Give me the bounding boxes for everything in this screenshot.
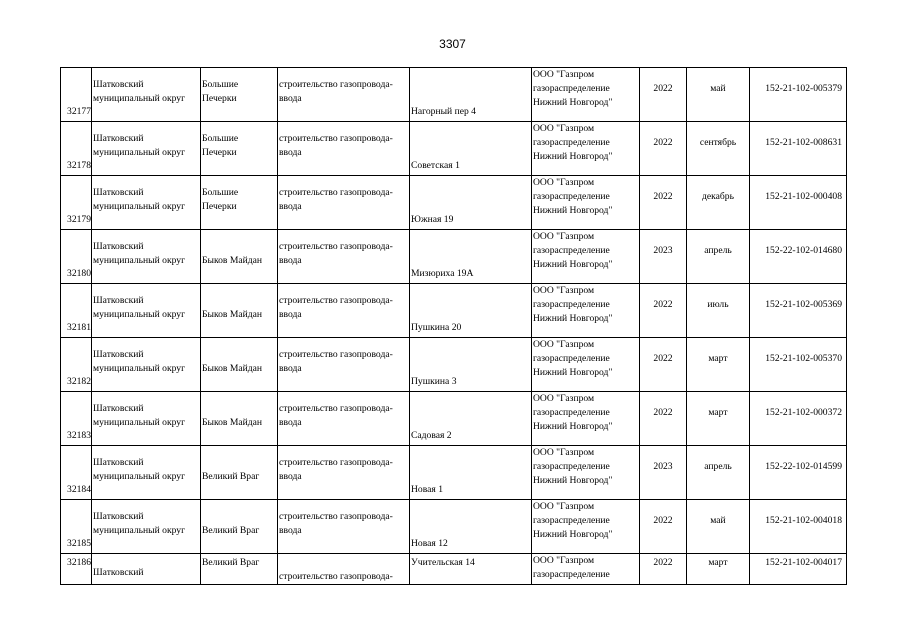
month-cell [687, 176, 750, 230]
locality-cell [201, 446, 278, 500]
row-number-cell [61, 176, 92, 230]
locality-line: Печерки [202, 201, 237, 212]
month-cell [687, 338, 750, 392]
organization-line: Нижний Новгород" [533, 475, 613, 486]
street-cell [410, 230, 532, 284]
organization-cell [532, 392, 640, 446]
month-value: март [708, 353, 728, 364]
district-line: муниципальный округ [93, 417, 186, 428]
year-value: 2022 [653, 137, 673, 148]
district-line: Шатковский [93, 241, 144, 252]
code-cell [750, 284, 847, 338]
work-type-cell [278, 176, 410, 230]
street-cell [410, 176, 532, 230]
organization-line: ООО "Газпром [533, 501, 595, 512]
year-value: 2022 [653, 515, 673, 526]
year-value: 2022 [653, 407, 673, 418]
organization-line: Нижний Новгород" [533, 97, 613, 108]
work-type-cell [278, 230, 410, 284]
year-value: 2023 [653, 461, 673, 472]
work-type-cell [278, 122, 410, 176]
month-cell [687, 122, 750, 176]
code-cell [750, 500, 847, 554]
district-cell [92, 338, 201, 392]
month-value: декабрь [702, 191, 734, 202]
street-cell [410, 68, 532, 122]
month-value: июль [707, 299, 729, 310]
organization-line: ООО "Газпром [533, 447, 595, 458]
row-number: 32180 [67, 268, 91, 279]
district-line: Шатковский [93, 187, 144, 198]
street-address: Новая 1 [411, 484, 443, 495]
month-value: сентябрь [699, 137, 737, 148]
code-cell [750, 230, 847, 284]
row-number: 32182 [67, 376, 91, 387]
code-cell [750, 68, 847, 122]
locality-line: Печерки [202, 93, 237, 104]
locality-cell [201, 230, 278, 284]
district-line: муниципальный округ [93, 471, 186, 482]
registration-code: 152-22-102-014680 [765, 245, 842, 256]
organization-line: Нижний Новгород" [533, 313, 613, 324]
row-number-cell [61, 68, 92, 122]
work-type-cell [278, 554, 410, 585]
street-cell [410, 338, 532, 392]
code-cell [750, 338, 847, 392]
work-type-line: строительство газопровода- [279, 79, 393, 90]
code-cell [750, 122, 847, 176]
month-cell [687, 500, 750, 554]
organization-cell [532, 500, 640, 554]
organization-cell [532, 338, 640, 392]
organization-line: газораспределение [533, 137, 610, 148]
work-type-line: строительство газопровода- [279, 571, 393, 582]
work-type-line: ввода [279, 93, 302, 104]
locality-line: Великий Враг [202, 525, 260, 536]
year-cell [640, 446, 687, 500]
row-number: 32184 [67, 484, 91, 495]
street-cell [410, 554, 532, 585]
district-cell [92, 500, 201, 554]
row-number: 32177 [67, 106, 91, 117]
organization-line: газораспределение [533, 569, 610, 580]
work-type-line: строительство газопровода- [279, 457, 393, 468]
table-row [61, 554, 847, 585]
organization-line: ООО "Газпром [533, 285, 595, 296]
registration-code: 152-21-102-005370 [765, 353, 842, 364]
district-line: Шатковский [93, 295, 144, 306]
registration-code: 152-21-102-005379 [765, 83, 842, 94]
month-value: май [710, 83, 726, 94]
organization-line: Нижний Новгород" [533, 529, 613, 540]
organization-line: газораспределение [533, 299, 610, 310]
district-line: Шатковский [93, 133, 144, 144]
row-number-cell [61, 122, 92, 176]
work-type-line: строительство газопровода- [279, 187, 393, 198]
organization-line: Нижний Новгород" [533, 151, 613, 162]
organization-line: ООО "Газпром [533, 69, 595, 80]
district-line: муниципальный округ [93, 525, 186, 536]
street-cell [410, 284, 532, 338]
table-row [61, 68, 847, 122]
district-cell [92, 392, 201, 446]
locality-line: Быков Майдан [202, 417, 263, 428]
year-cell [640, 122, 687, 176]
code-cell [750, 446, 847, 500]
code-cell [750, 554, 847, 585]
organization-cell [532, 554, 640, 585]
month-value: март [708, 557, 728, 568]
registration-code: 152-21-102-005369 [765, 299, 842, 310]
row-number: 32181 [67, 322, 91, 333]
street-cell [410, 446, 532, 500]
table-row [61, 338, 847, 392]
work-type-line: ввода [279, 417, 302, 428]
work-type-line: строительство газопровода- [279, 133, 393, 144]
district-cell [92, 68, 201, 122]
month-value: май [710, 515, 726, 526]
organization-line: газораспределение [533, 353, 610, 364]
month-cell [687, 68, 750, 122]
district-line: муниципальный округ [93, 147, 186, 158]
work-type-cell [278, 284, 410, 338]
organization-line: ООО "Газпром [533, 123, 595, 134]
page-number: 3307 [439, 37, 466, 51]
locality-cell [201, 68, 278, 122]
table-row [61, 500, 847, 554]
district-cell [92, 122, 201, 176]
table-row [61, 392, 847, 446]
work-type-line: строительство газопровода- [279, 295, 393, 306]
work-type-line: ввода [279, 309, 302, 320]
row-number-cell [61, 284, 92, 338]
street-cell [410, 500, 532, 554]
locality-cell [201, 392, 278, 446]
district-cell [92, 446, 201, 500]
month-cell [687, 554, 750, 585]
work-type-line: строительство газопровода- [279, 511, 393, 522]
code-cell [750, 176, 847, 230]
year-cell [640, 284, 687, 338]
row-number-cell [61, 446, 92, 500]
row-number: 32178 [67, 160, 91, 171]
organization-cell [532, 230, 640, 284]
district-line: Шатковский [93, 79, 144, 90]
organization-cell [532, 122, 640, 176]
locality-cell [201, 176, 278, 230]
month-value: март [708, 407, 728, 418]
organization-line: Нижний Новгород" [533, 259, 613, 270]
row-number: 32183 [67, 430, 91, 441]
year-cell [640, 392, 687, 446]
row-number: 32185 [67, 538, 91, 549]
organization-line: газораспределение [533, 245, 610, 256]
locality-cell [201, 338, 278, 392]
street-cell [410, 392, 532, 446]
year-cell [640, 554, 687, 585]
street-address: Учительская 14 [411, 557, 475, 568]
district-cell [92, 284, 201, 338]
table-body [61, 68, 847, 585]
year-cell [640, 338, 687, 392]
table-row [61, 446, 847, 500]
year-value: 2022 [653, 83, 673, 94]
work-type-cell [278, 68, 410, 122]
registration-code: 152-21-102-004017 [765, 557, 842, 568]
street-cell [410, 122, 532, 176]
work-type-line: ввода [279, 147, 302, 158]
street-address: Пушкина 3 [411, 376, 457, 387]
district-line: муниципальный округ [93, 363, 186, 374]
work-type-line: строительство газопровода- [279, 241, 393, 252]
locality-line: Быков Майдан [202, 255, 263, 266]
year-value: 2023 [653, 245, 673, 256]
locality-cell [201, 284, 278, 338]
month-cell [687, 392, 750, 446]
street-address: Советская 1 [411, 160, 460, 171]
work-type-cell [278, 392, 410, 446]
organization-cell [532, 176, 640, 230]
district-line: Шатковский [93, 457, 144, 468]
street-address: Южная 19 [411, 214, 454, 225]
year-value: 2022 [653, 299, 673, 310]
code-cell [750, 392, 847, 446]
organization-line: ООО "Газпром [533, 555, 595, 566]
district-line: муниципальный округ [93, 201, 186, 212]
locality-line: Большие [202, 187, 239, 198]
table-row [61, 230, 847, 284]
year-value: 2022 [653, 191, 673, 202]
district-line: Шатковский [93, 567, 144, 578]
row-number-cell [61, 338, 92, 392]
registration-code: 152-21-102-000408 [765, 191, 842, 202]
row-number-cell [61, 392, 92, 446]
row-number-cell [61, 554, 92, 585]
year-cell [640, 68, 687, 122]
district-line: Шатковский [93, 511, 144, 522]
locality-line: Великий Враг [202, 471, 260, 482]
month-cell [687, 446, 750, 500]
organization-line: газораспределение [533, 461, 610, 472]
organization-line: ООО "Газпром [533, 177, 595, 188]
organization-cell [532, 284, 640, 338]
work-type-line: ввода [279, 255, 302, 266]
work-type-line: ввода [279, 471, 302, 482]
district-line: Шатковский [93, 403, 144, 414]
organization-line: Нижний Новгород" [533, 205, 613, 216]
registration-code: 152-21-102-008631 [765, 137, 842, 148]
district-cell [92, 230, 201, 284]
organization-line: Нижний Новгород" [533, 367, 613, 378]
month-cell [687, 284, 750, 338]
organization-line: газораспределение [533, 83, 610, 94]
organization-line: газораспределение [533, 191, 610, 202]
month-cell [687, 230, 750, 284]
street-address: Садовая 2 [411, 430, 452, 441]
organization-line: Нижний Новгород" [533, 421, 613, 432]
work-type-cell [278, 446, 410, 500]
year-cell [640, 230, 687, 284]
locality-cell [201, 554, 278, 585]
district-line: Шатковский [93, 349, 144, 360]
organization-line: ООО "Газпром [533, 231, 595, 242]
gas-connection-table [60, 67, 847, 585]
month-value: апрель [704, 461, 732, 472]
street-address: Пушкина 20 [411, 322, 462, 333]
district-cell [92, 176, 201, 230]
work-type-cell [278, 338, 410, 392]
work-type-line: строительство газопровода- [279, 403, 393, 414]
work-type-line: ввода [279, 201, 302, 212]
locality-line: Большие [202, 133, 239, 144]
organization-cell [532, 68, 640, 122]
row-number-cell [61, 230, 92, 284]
registration-code: 152-22-102-014599 [765, 461, 842, 472]
work-type-line: ввода [279, 525, 302, 536]
locality-cell [201, 500, 278, 554]
street-address: Новая 12 [411, 538, 448, 549]
locality-line: Великий Враг [202, 557, 260, 568]
district-cell [92, 554, 201, 585]
locality-line: Быков Майдан [202, 363, 263, 374]
row-number: 32186 [67, 557, 91, 568]
locality-cell [201, 122, 278, 176]
district-line: муниципальный округ [93, 93, 186, 104]
year-value: 2022 [653, 353, 673, 364]
street-address: Нагорный пер 4 [411, 106, 476, 117]
district-line: муниципальный округ [93, 309, 186, 320]
registration-code: 152-21-102-004018 [765, 515, 842, 526]
organization-line: газораспределение [533, 407, 610, 418]
organization-line: газораспределение [533, 515, 610, 526]
table-row [61, 122, 847, 176]
organization-line: ООО "Газпром [533, 339, 595, 350]
locality-line: Быков Майдан [202, 309, 263, 320]
table-row [61, 284, 847, 338]
table-row [61, 176, 847, 230]
work-type-cell [278, 500, 410, 554]
work-type-line: строительство газопровода- [279, 349, 393, 360]
work-type-line: ввода [279, 363, 302, 374]
year-value: 2022 [653, 557, 673, 568]
district-line: муниципальный округ [93, 255, 186, 266]
locality-line: Большие [202, 79, 239, 90]
row-number-cell [61, 500, 92, 554]
street-address: Мизюриха 19А [411, 268, 474, 279]
row-number: 32179 [67, 214, 91, 225]
year-cell [640, 176, 687, 230]
registration-code: 152-21-102-000372 [765, 407, 842, 418]
organization-cell [532, 446, 640, 500]
organization-line: ООО "Газпром [533, 393, 595, 404]
locality-line: Печерки [202, 147, 237, 158]
year-cell [640, 500, 687, 554]
month-value: апрель [704, 245, 732, 256]
